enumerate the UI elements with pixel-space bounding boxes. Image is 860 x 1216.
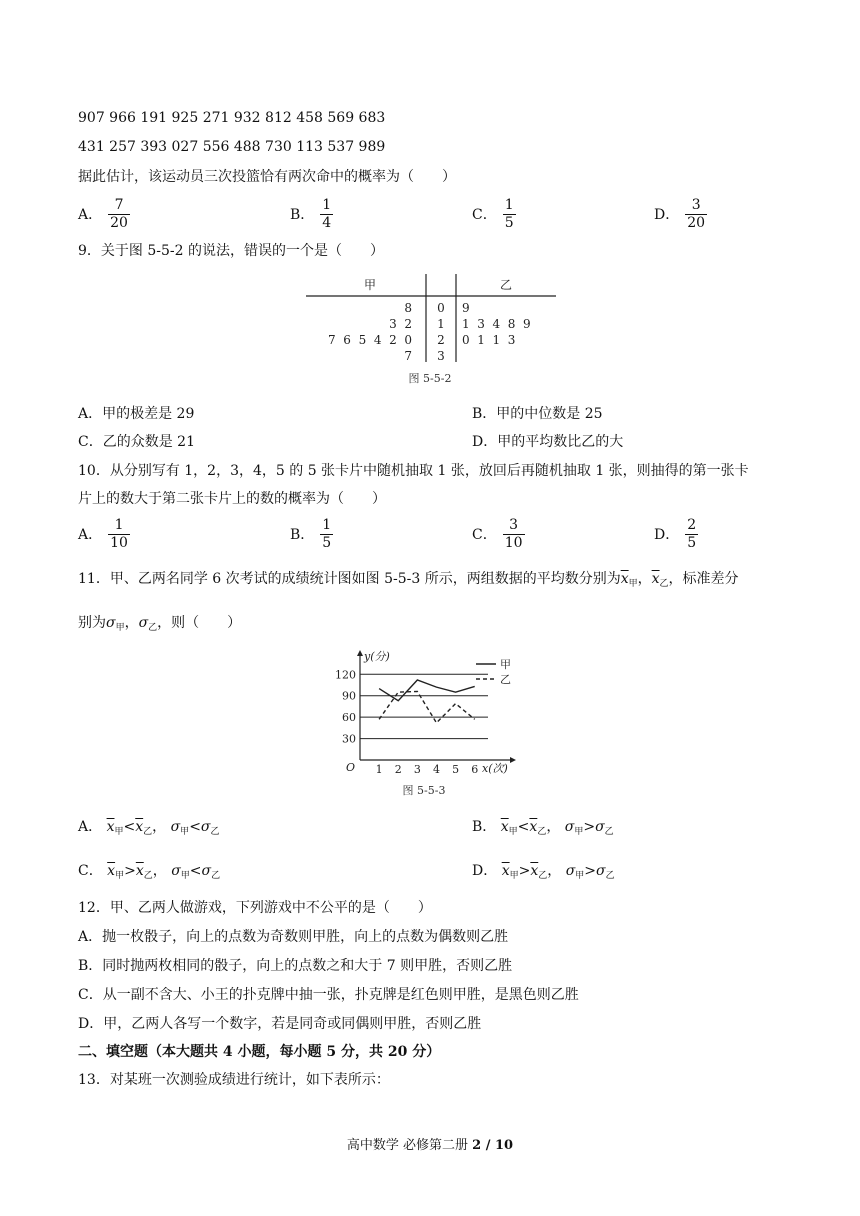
subscript: 甲 (509, 871, 519, 881)
right-leaves: 9 (462, 301, 470, 315)
comma: ， (637, 571, 652, 587)
option-label: B． (472, 819, 497, 835)
comparison-sign: > (583, 819, 596, 835)
option-label: B． (290, 527, 315, 543)
y-tick-label: 90 (342, 689, 356, 703)
q9-option-c: C．乙的众数是 21 (78, 434, 195, 450)
subscript: 乙 (143, 827, 153, 837)
q11-option-b: B． $\overline{x}_甲<\overline{x}_乙$， $\sigma_甲>\sigma_乙$ (472, 819, 614, 837)
numerator: 3 (509, 517, 519, 534)
comparison-sign: < (189, 863, 202, 879)
subscript: 甲 (114, 827, 124, 837)
page-footer (0, 1134, 860, 1153)
subscript: 乙 (604, 827, 614, 837)
sigma-symbol: σ (170, 819, 181, 835)
subscript: 乙 (143, 871, 153, 881)
numerator: 2 (687, 517, 697, 534)
option-label: A． (78, 819, 103, 835)
subscript: 甲 (628, 579, 638, 589)
section-2-title: 二、填空题（本大题共 4 小题，每小题 5 分，共 20 分） (78, 1044, 441, 1060)
x-tick-label: 3 (413, 763, 421, 776)
left-leaves: 8 (404, 301, 412, 315)
fraction (503, 197, 516, 230)
x-tick-label: 2 (394, 763, 402, 776)
denominator: 5 (322, 534, 332, 551)
stem: 1 (437, 317, 445, 331)
q8-option-b (290, 192, 333, 236)
series-line-jia (379, 680, 475, 701)
numerator: 1 (114, 517, 124, 534)
mean-symbol: $\overline{x}$ (529, 819, 538, 835)
denominator: 10 (110, 534, 128, 551)
footer-text: 高中数学 必修第二册 (346, 1138, 473, 1153)
score-line-chart (326, 648, 526, 800)
option-label: C． (472, 527, 497, 543)
chart-svg (326, 648, 526, 800)
option-label: C． (472, 207, 497, 223)
mean-symbol: $\overline{x}$ (106, 819, 115, 835)
mean-symbol: $\overline{x}$ (501, 863, 510, 879)
subscript: 甲 (115, 623, 125, 633)
numerator: 1 (504, 197, 514, 214)
stem: 3 (437, 349, 445, 363)
y-tick-label: 30 (342, 732, 356, 746)
subscript: 乙 (148, 623, 158, 633)
subscript: 甲 (180, 827, 190, 837)
numerator: 7 (114, 197, 124, 214)
y-axis-arrow (357, 650, 363, 656)
mean-symbol: $\overline{x}$ (500, 819, 509, 835)
q12-option-c: C．从一副不含大、小王的扑克牌中抽一张，扑克牌是红色则甲胜，是黑色则乙胜 (78, 987, 579, 1003)
q11-text: 别为 (78, 615, 106, 631)
legend-label: 乙 (500, 673, 511, 686)
chart-caption: 图 5-5-3 (402, 784, 446, 797)
fraction (685, 197, 707, 230)
sigma-symbol: σ (596, 863, 606, 879)
q12-option-b: B．同时抛两枚相同的骰子，向上的点数之和大于 7 则甲胜，否则乙胜 (78, 958, 513, 974)
option-label: C． (78, 863, 103, 879)
q11-option-a: A． $\overline{x}_甲<\overline{x}_乙$， $\sigma_甲<\sigma_乙$ (78, 819, 220, 837)
q11-option-c: C． $\overline{x}_甲>\overline{x}_乙$， $\sigma_甲<\sigma_乙$ (78, 863, 221, 881)
q10-option-a (78, 512, 130, 556)
comparison-sign: > (518, 863, 531, 879)
q12-stem: 12．甲、乙两人做游戏，下列游戏中不公平的是（ ） (78, 900, 432, 916)
sigma-symbol: σ (595, 819, 605, 835)
q11-stem-line-2 (78, 612, 241, 633)
q11-text: ，则（ ） (157, 615, 242, 631)
fraction (108, 517, 130, 550)
grid-lines (360, 674, 488, 738)
stemleaf-caption: 图 5-5-2 (408, 372, 452, 385)
q8-option-a (78, 192, 130, 236)
q8-option-c (472, 192, 516, 236)
q12-option-d: D．甲，乙两人各写一个数字，若是同奇或同偶则甲胜，否则乙胜 (78, 1016, 482, 1032)
option-label: D． (472, 863, 498, 879)
numerator: 1 (322, 517, 332, 534)
comparison-sign: < (189, 819, 201, 835)
fraction (685, 517, 698, 550)
left-leaves: 7 (404, 349, 412, 363)
sigma-symbol: σ (171, 863, 181, 879)
sigma-symbol: σ (565, 863, 576, 879)
axes (357, 650, 516, 763)
random-numbers-row-1: 907 966 191 925 271 932 812 458 569 683 (78, 110, 386, 126)
sigma-symbol: σ (564, 819, 575, 835)
mean-jia-symbol: $\overline{x}$ (620, 571, 629, 587)
x-axis-label: x(次) (482, 762, 508, 775)
denominator: 20 (110, 214, 128, 231)
denominator: 4 (322, 214, 332, 231)
origin-label: O (346, 761, 356, 774)
option-label: D． (654, 207, 680, 223)
comparison-sign: < (517, 819, 530, 835)
option-label: B． (290, 207, 315, 223)
sigma-symbol: σ (200, 819, 211, 835)
fraction (320, 197, 333, 230)
x-tick-label: 5 (452, 763, 460, 776)
denominator: 5 (687, 534, 697, 551)
q10-stem-line-1: 10．从分别写有 1，2，3，4，5 的 5 张卡片中随机抽取 1 张，放回后再随机抽取 1 张，则抽得的第一张卡 (78, 463, 749, 479)
q8-stem: 据此估计，该运动员三次投篮恰有两次命中的概率为（ ） (78, 169, 456, 185)
q11-text: 11．甲、乙两名同学 6 次考试的成绩统计图如图 5-5-3 所示，两组数据的平均数分别为 (78, 571, 621, 587)
denominator: 5 (504, 214, 514, 231)
q11-option-d: D． $\overline{x}_甲>\overline{x}_乙$， $\sigma_甲>\sigma_乙$ (472, 863, 615, 881)
subscript: 乙 (659, 579, 669, 589)
q9-option-d: D．甲的平均数比乙的大 (472, 434, 624, 450)
subscript: 甲 (508, 827, 518, 837)
denominator: 10 (504, 534, 523, 551)
comparison-sign: > (124, 863, 136, 879)
fraction (108, 197, 130, 230)
mean-yi-symbol: $\overline{x}$ (651, 571, 660, 587)
subscript: 乙 (211, 871, 221, 881)
right-leaves: 0 1 1 3 (462, 333, 516, 347)
fraction (320, 517, 333, 550)
x-axis-arrow (510, 757, 516, 763)
subscript: 甲 (115, 871, 125, 881)
denominator: 20 (687, 214, 706, 231)
q10-option-c (472, 512, 525, 556)
mean-symbol: $\overline{x}$ (135, 819, 144, 835)
comparison-sign: > (584, 863, 597, 879)
subscript: 乙 (538, 871, 548, 881)
q8-options (0, 192, 860, 236)
subscript: 甲 (575, 871, 585, 881)
q12-option-a: A．抛一枚骰子，向上的点数为奇数则甲胜，向上的点数为偶数则乙胜 (78, 929, 509, 945)
option-label: A． (78, 527, 103, 543)
q13-stem: 13．对某班一次测验成绩进行统计，如下表所示： (78, 1072, 390, 1088)
x-tick-label: 4 (432, 763, 440, 776)
sigma-symbol: σ (201, 863, 212, 879)
q8-option-d (654, 192, 707, 236)
stem-leaf-svg (300, 270, 560, 390)
subscript: 甲 (574, 827, 584, 837)
q9-option-a: A．甲的极差是 29 (78, 406, 195, 422)
random-numbers-row-2: 431 257 393 027 556 488 730 113 537 989 (78, 139, 386, 155)
stem-leaf-figure (300, 270, 560, 390)
subscript: 乙 (605, 871, 615, 881)
q10-option-b (290, 512, 333, 556)
legend (476, 658, 511, 686)
numerator: 3 (691, 197, 701, 214)
mean-symbol: $\overline{x}$ (135, 863, 144, 879)
q11-stem-line-1 (78, 568, 739, 589)
q9-stem: 9．关于图 5-5-2 的说法，错误的一个是（ ） (78, 243, 384, 259)
right-leaves: 1 3 4 8 9 (462, 317, 531, 331)
mean-symbol: $\overline{x}$ (530, 863, 539, 879)
x-tick-label: 6 (471, 763, 479, 776)
subscript: 乙 (537, 827, 547, 837)
y-tick-label: 60 (342, 711, 356, 725)
q9-option-b: B．甲的中位数是 25 (472, 406, 603, 422)
y-tick-label: 120 (335, 668, 356, 682)
legend-label: 甲 (500, 658, 511, 671)
sigma-jia-symbol: σ (106, 615, 116, 631)
option-label: D． (654, 527, 680, 543)
subscript: 甲 (180, 871, 190, 881)
stem: 2 (437, 333, 445, 347)
q10-option-d (654, 512, 698, 556)
fraction (503, 517, 525, 550)
option-label: A． (78, 207, 103, 223)
q11-text: ，标准差分 (668, 571, 739, 587)
stem: 0 (437, 301, 445, 315)
mean-symbol: $\overline{x}$ (107, 863, 116, 879)
q10-stem-line-2: 片上的数大于第二张卡片上的数的概率为（ ） (78, 491, 386, 507)
left-leaves: 3 2 (389, 317, 412, 331)
page-number: 2 / 10 (472, 1138, 514, 1153)
stemleaf-right-header: 乙 (499, 278, 513, 292)
subscript: 乙 (210, 827, 220, 837)
left-leaves: 7 6 5 4 2 0 (328, 333, 412, 347)
q10-options (0, 512, 860, 556)
x-tick-label: 1 (375, 763, 383, 776)
sigma-yi-symbol: σ (138, 615, 149, 631)
stemleaf-left-header: 甲 (363, 278, 377, 292)
y-axis-label: y(分) (364, 650, 390, 663)
comma: ， (124, 615, 139, 631)
numerator: 1 (322, 197, 332, 214)
series-lines (379, 680, 475, 723)
comparison-sign: < (123, 819, 136, 835)
